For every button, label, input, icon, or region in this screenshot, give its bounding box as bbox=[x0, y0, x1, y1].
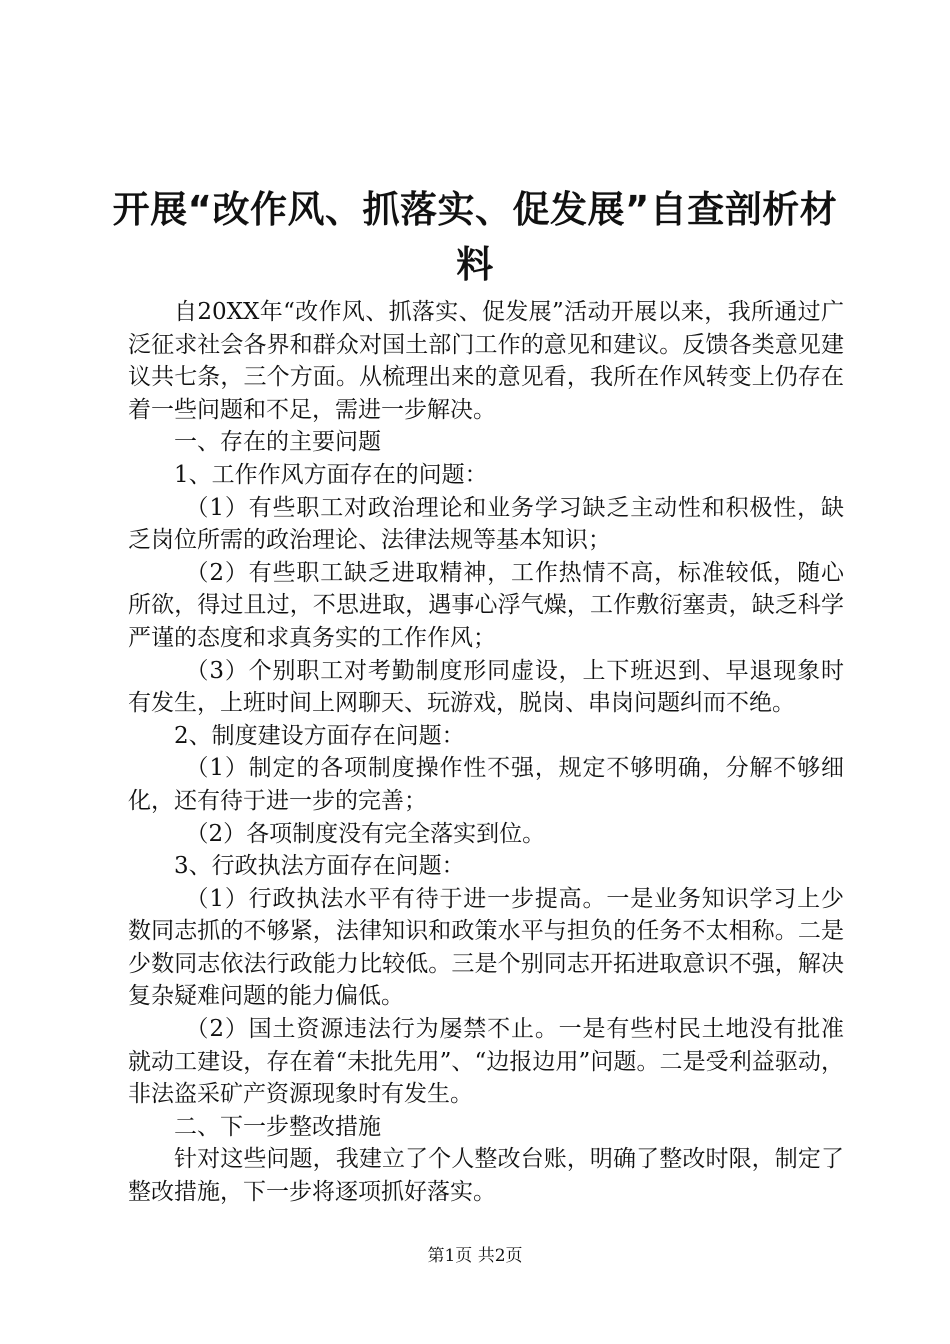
law-item-1: （1）行政执法水平有待于进一步提高。一是业务知识学习上少数同志抓的不够紧，法律知识和政策水平与担负的任务不太相称。二是少数同志依法行政能力比较低。三是个别同志开拓进取意识不强，解决复杂疑难问题的能力偏低。 bbox=[128, 885, 844, 1010]
law-item-2: （2）国土资源违法行为屡禁不止。一是有些村民土地没有批准就动工建设，存在着“未批先用”、“边报边用”问题。二是受利益驱动，非法盗采矿产资源现象时有发生。 bbox=[128, 1016, 844, 1108]
subsection-system-building: 2、制度建设方面存在问题： bbox=[174, 722, 465, 749]
work-style-item-3: （3）个别职工对考勤制度形同虚设，上下班迟到、早退现象时有发生，上班时间上网聊天、玩游戏，脱岗、串岗问题纠而不绝。 bbox=[128, 657, 844, 717]
system-item-1: （1）制定的各项制度操作性不强，规定不够明确，分解不够细化，还有待于进一步的完善； bbox=[128, 755, 844, 814]
subsection-work-style: 1、工作作风方面存在的问题： bbox=[174, 461, 488, 488]
document-body bbox=[128, 296, 844, 1209]
page-footer: 第1页 共2页 bbox=[427, 1246, 523, 1266]
system-item-2: （2）各项制度没有完全落实到位。 bbox=[185, 820, 546, 847]
section-heading-problems: 一、存在的主要问题 bbox=[174, 429, 381, 456]
section-heading-rectification: 二、下一步整改措施 bbox=[174, 1113, 381, 1140]
work-style-item-1: （1）有些职工对政治理论和业务学习缺乏主动性和积极性，缺乏岗位所需的政治理论、法律法规等基本知识； bbox=[128, 494, 844, 554]
work-style-item-2: （2）有些职工缺乏进取精神，工作热情不高，标准较低，随心所欲，得过且过，不思进取，遇事心浮气燥，工作敷衍塞责，缺乏科学严谨的态度和求真务实的工作作风； bbox=[128, 559, 844, 651]
subsection-law-enforcement: 3、行政执法方面存在问题： bbox=[174, 853, 465, 880]
closing-paragraph: 针对这些问题，我建立了个人整改台账，明确了整改时限，制定了整改措施，下一步将逐项抓好落实。 bbox=[128, 1146, 844, 1206]
intro-paragraph: 自20XX年“改作风、抓落实、促发展”活动开展以来，我所通过广泛征求社会各界和群众对国土部门工作的意见和建议。反馈各类意见建议共七条，三个方面。从梳理出来的意见看，我所在作风转变上仍存在着一些问题和不足，需进一步解决。 bbox=[128, 299, 844, 423]
document-title: 开展“改作风、抓落实、促发展”自查剖析材料 bbox=[112, 188, 838, 286]
